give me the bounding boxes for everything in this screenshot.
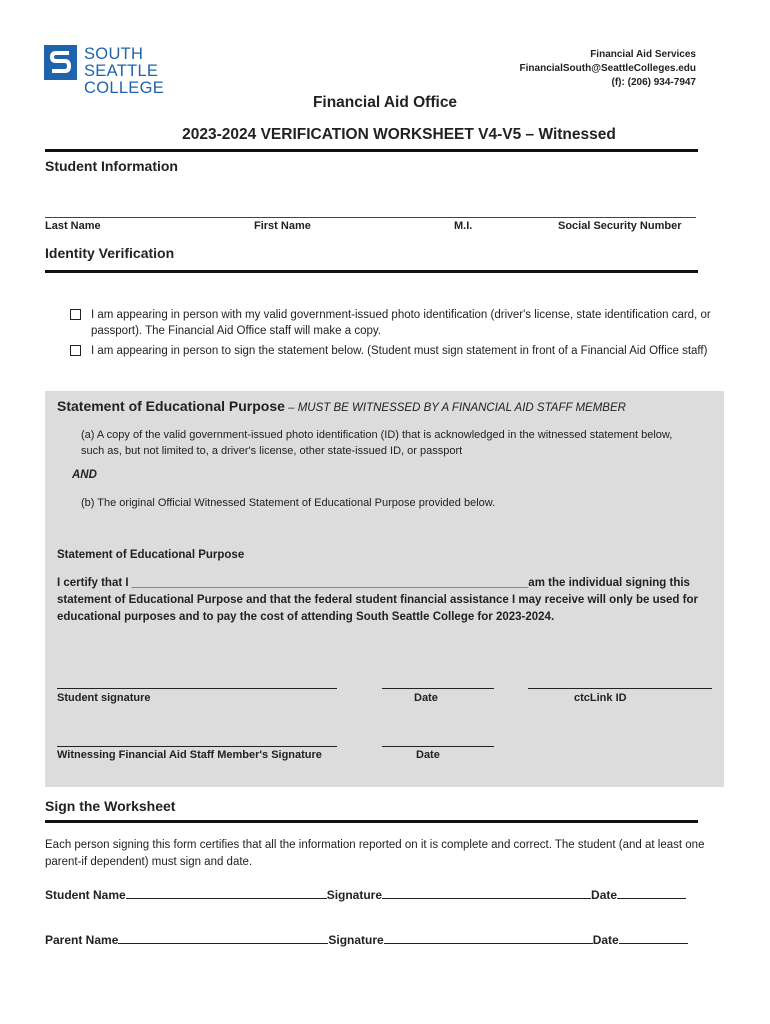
student-signature-line[interactable] (57, 688, 337, 689)
college-logo (44, 45, 219, 97)
logo-line-2: COLLEGE (84, 79, 165, 97)
student-date-field[interactable] (617, 888, 686, 899)
parent-name-field[interactable] (118, 933, 328, 944)
identity-option-sign-statement[interactable] (70, 343, 730, 377)
logo-line-1: SOUTH SEATTLE (84, 45, 159, 80)
checkbox[interactable] (70, 345, 81, 356)
requirement-a: (a) A copy of the valid government-issued photo identification (ID) that is acknowledged in the witnessed statement below, such as, but not limited to, a driver's license, other state-issued ID, or passport (81, 429, 673, 457)
option-label: I am appearing in person with my valid government-issued photo identification (driver's license, state identification card, or passport). The Financial Aid Office staff will make a copy. (91, 309, 711, 337)
witness-signature-line[interactable] (57, 746, 337, 747)
parent-signature-field[interactable] (384, 933, 593, 944)
ssn-label: Social Security Number (558, 220, 682, 232)
student-name-field[interactable] (126, 888, 327, 899)
witness-signature-label: Witnessing Financial Aid Staff Member's Signature (57, 749, 322, 761)
sign-instructions: Each person signing this form certifies that all the information reported on it is complete and correct. The student (and at least one parent-if dependent) must sign and date. (45, 839, 705, 868)
logo-text (84, 46, 219, 97)
first-name-label: First Name (254, 220, 311, 232)
mi-label: M.I. (454, 220, 473, 232)
contact-info (520, 48, 696, 90)
checkbox[interactable] (70, 309, 81, 320)
student-signature-field[interactable] (382, 888, 591, 899)
ctclink-line[interactable] (528, 688, 712, 689)
student-date-label: Date (591, 888, 618, 902)
witness-date-label: Date (416, 749, 440, 761)
ctclink-label: ctcLink ID (574, 692, 627, 704)
statement-subheading: Statement of Educational Purpose (57, 549, 245, 561)
parent-name-label: Parent Name (45, 933, 119, 947)
date-label: Date (414, 692, 438, 704)
parent-date-label: Date (592, 933, 619, 947)
statement-title: Statement of Educational Purpose (57, 398, 285, 414)
parent-sign-row (45, 933, 688, 947)
last-name-label: Last Name (45, 220, 101, 232)
student-signature-label: Signature (326, 888, 383, 902)
student-info-line[interactable] (45, 217, 696, 218)
student-info-heading: Student Information (45, 158, 178, 174)
statement-panel-heading (57, 398, 626, 414)
student-signature-label: Student signature (57, 692, 151, 704)
worksheet-title: 2023-2024 VERIFICATION WORKSHEET V4-V5 – Witnessed (182, 126, 616, 143)
identity-heading: Identity Verification (45, 245, 175, 261)
divider (45, 149, 698, 152)
witness-date-line[interactable] (382, 746, 494, 747)
and-label: AND (72, 469, 97, 481)
parent-date-field[interactable] (619, 933, 688, 944)
office-title: Financial Aid Office (312, 94, 458, 111)
student-name-label: Student Name (45, 888, 126, 902)
divider (45, 270, 698, 273)
student-sign-row (45, 888, 686, 902)
sign-heading: Sign the Worksheet (45, 798, 176, 814)
certify-statement: I certify that I ______________________________________________________________am the individual signing this statement of Educational Purpose and that the federal student financial assistance I may receive will only be used for educational purposes and to pay the cost of attending South Seattle College for 2023-2024. (57, 577, 698, 623)
parent-signature-label: Signature (328, 933, 384, 947)
witness-note: – MUST BE WITNESSED BY A FINANCIAL AID STAFF MEMBER (284, 402, 626, 414)
identity-option-photo-id[interactable] (70, 307, 730, 341)
contact-phone: (f): (206) 934-7947 (611, 77, 696, 88)
date-line[interactable] (382, 688, 494, 689)
contact-department: Financial Aid Services (590, 49, 696, 60)
divider (45, 820, 698, 823)
requirement-b: (b) The original Official Witnessed Statement of Educational Purpose provided below. (81, 497, 496, 509)
logo-s-icon (44, 45, 77, 80)
option-label: I am appearing in person to sign the statement below. (Student must sign statement in front of a Financial Aid Office staff) (91, 345, 708, 357)
contact-email[interactable]: FinancialSouth@SeattleColleges.edu (519, 63, 696, 74)
